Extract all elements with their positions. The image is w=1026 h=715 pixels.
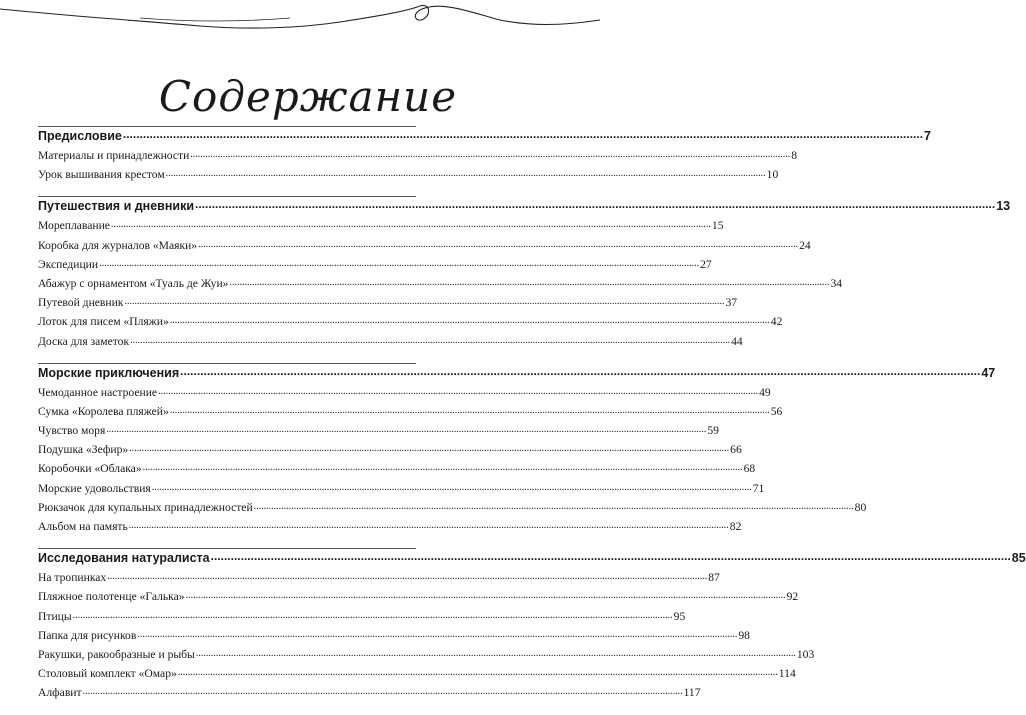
toc-entry — [38, 149, 798, 168]
entry-title: Папка для рисунков — [38, 628, 137, 642]
entry-page: 24 — [799, 238, 811, 252]
toc-entry — [38, 257, 712, 277]
dot-leader — [143, 462, 743, 473]
dot-leader — [83, 686, 683, 697]
dot-leader — [198, 239, 798, 250]
entry-title: На тропинках — [38, 571, 107, 585]
dot-leader — [124, 296, 724, 307]
dot-leader — [106, 424, 706, 435]
entry-title: Путевой дневник — [38, 296, 124, 310]
toc-entry — [38, 520, 742, 539]
toc-entry — [38, 424, 719, 443]
toc-section — [38, 363, 996, 540]
entry-title: Морские удовольствия — [38, 481, 151, 495]
entry-title: Рюкзачок для купальных принадлежностей — [38, 500, 253, 514]
dot-leader — [130, 335, 730, 346]
toc-entry — [38, 500, 867, 520]
toc-section-heading — [38, 199, 1011, 219]
entry-title: Коробка для журналов «Маяки» — [38, 238, 198, 252]
dot-leader — [180, 364, 980, 378]
dot-leader — [196, 648, 796, 659]
entry-title: Сумка «Королева пляжей» — [38, 404, 169, 418]
toc-section — [38, 196, 1011, 353]
entry-title: Птицы — [38, 609, 72, 623]
entry-page: 8 — [791, 149, 798, 162]
section-page: 7 — [924, 129, 931, 143]
entry-title: Столовый комплект «Омар» — [38, 667, 177, 681]
dot-leader — [73, 610, 673, 621]
toc-entry — [38, 385, 771, 405]
dot-leader — [107, 571, 707, 582]
entry-title: Чувство моря — [38, 424, 106, 438]
dot-leader — [137, 629, 737, 640]
dot-leader — [129, 443, 729, 454]
section-page: 85 — [1011, 551, 1026, 566]
entry-page: 27 — [700, 257, 712, 271]
entry-page: 71 — [752, 481, 765, 495]
toc-entry — [38, 334, 743, 354]
dot-leader — [254, 501, 854, 512]
entry-page: 49 — [759, 385, 771, 399]
entry-page: 37 — [725, 296, 738, 310]
toc-section-heading — [38, 365, 996, 386]
section-page: 13 — [996, 199, 1011, 214]
entry-title: Доска для заметок — [38, 334, 130, 348]
section-title: Исследования натуралиста — [38, 551, 210, 566]
dot-leader — [211, 549, 1011, 563]
entry-page: 66 — [730, 443, 742, 457]
dot-leader — [99, 258, 699, 269]
entry-title: Коробочки «Облака» — [38, 462, 142, 476]
dot-leader — [178, 667, 778, 678]
dot-leader — [123, 127, 923, 141]
dot-leader — [158, 386, 758, 397]
entry-page: 59 — [707, 424, 719, 438]
entry-title: Мореплавание — [38, 219, 110, 233]
entry-title: Подушка «Зефир» — [38, 443, 129, 457]
entry-page: 117 — [683, 686, 701, 700]
toc-entry — [38, 609, 686, 629]
entry-page: 68 — [743, 462, 756, 476]
dot-leader — [170, 315, 770, 326]
page-title: Содержание — [158, 72, 458, 121]
toc-section — [38, 126, 931, 187]
dot-leader — [111, 219, 711, 230]
entry-page: 44 — [731, 334, 743, 348]
dot-leader — [166, 168, 766, 179]
dot-leader — [229, 277, 829, 288]
entry-page: 56 — [770, 404, 783, 418]
dot-leader — [170, 405, 770, 416]
dot-leader — [152, 482, 752, 493]
entry-title: Ракушки, ракообразные и рыбы — [38, 647, 195, 661]
entry-page: 95 — [673, 609, 686, 623]
dot-leader — [129, 520, 729, 531]
entry-page: 80 — [854, 500, 867, 514]
toc-entry — [38, 443, 742, 462]
toc-entry — [38, 296, 738, 315]
entry-title: Экспедиции — [38, 257, 99, 271]
toc-entry — [38, 590, 799, 609]
toc-entry — [38, 276, 843, 296]
decorative-flourish — [0, 0, 600, 60]
section-title: Путешествия и дневники — [38, 199, 195, 214]
toc-section — [38, 548, 1026, 705]
toc-entry — [38, 571, 720, 590]
table-of-contents — [38, 126, 1026, 715]
dot-leader — [195, 197, 995, 211]
section-page: 47 — [981, 365, 996, 380]
entry-page: 114 — [778, 667, 796, 681]
entry-page: 82 — [729, 520, 742, 533]
toc-entry — [38, 315, 783, 334]
toc-entry — [38, 628, 750, 648]
entry-page: 87 — [708, 571, 720, 585]
toc-entry — [38, 238, 811, 258]
toc-entry — [38, 481, 765, 501]
dot-leader — [186, 590, 786, 601]
entry-title: Альбом на память — [38, 520, 128, 533]
toc-entry — [38, 219, 724, 238]
toc-entry — [38, 168, 779, 187]
entry-page: 98 — [738, 628, 750, 642]
dot-leader — [190, 149, 790, 160]
section-title: Предисловие — [38, 129, 122, 143]
entry-page: 103 — [796, 647, 815, 661]
entry-title: Абажур с орнаментом «Туаль де Жуи» — [38, 276, 229, 290]
entry-title: Чемоданное настроение — [38, 385, 158, 399]
entry-page: 34 — [830, 276, 843, 290]
toc-entry — [38, 647, 815, 667]
toc-entry — [38, 686, 701, 705]
toc-entry — [38, 462, 756, 481]
toc-section-heading — [38, 551, 1026, 571]
entry-page: 10 — [766, 168, 779, 182]
toc-entry — [38, 667, 796, 686]
toc-section-heading — [38, 129, 931, 149]
entry-title: Пляжное полотенце «Галька» — [38, 590, 185, 604]
entry-page: 15 — [711, 219, 724, 233]
entry-title: Урок вышивания крестом — [38, 168, 165, 182]
entry-page: 42 — [770, 315, 783, 329]
entry-title: Материалы и принадлежности — [38, 149, 190, 162]
section-title: Морские приключения — [38, 365, 180, 380]
entry-title: Лоток для писем «Пляжи» — [38, 315, 169, 329]
toc-entry — [38, 404, 783, 424]
entry-page: 92 — [786, 590, 799, 604]
entry-title: Алфавит — [38, 686, 82, 700]
